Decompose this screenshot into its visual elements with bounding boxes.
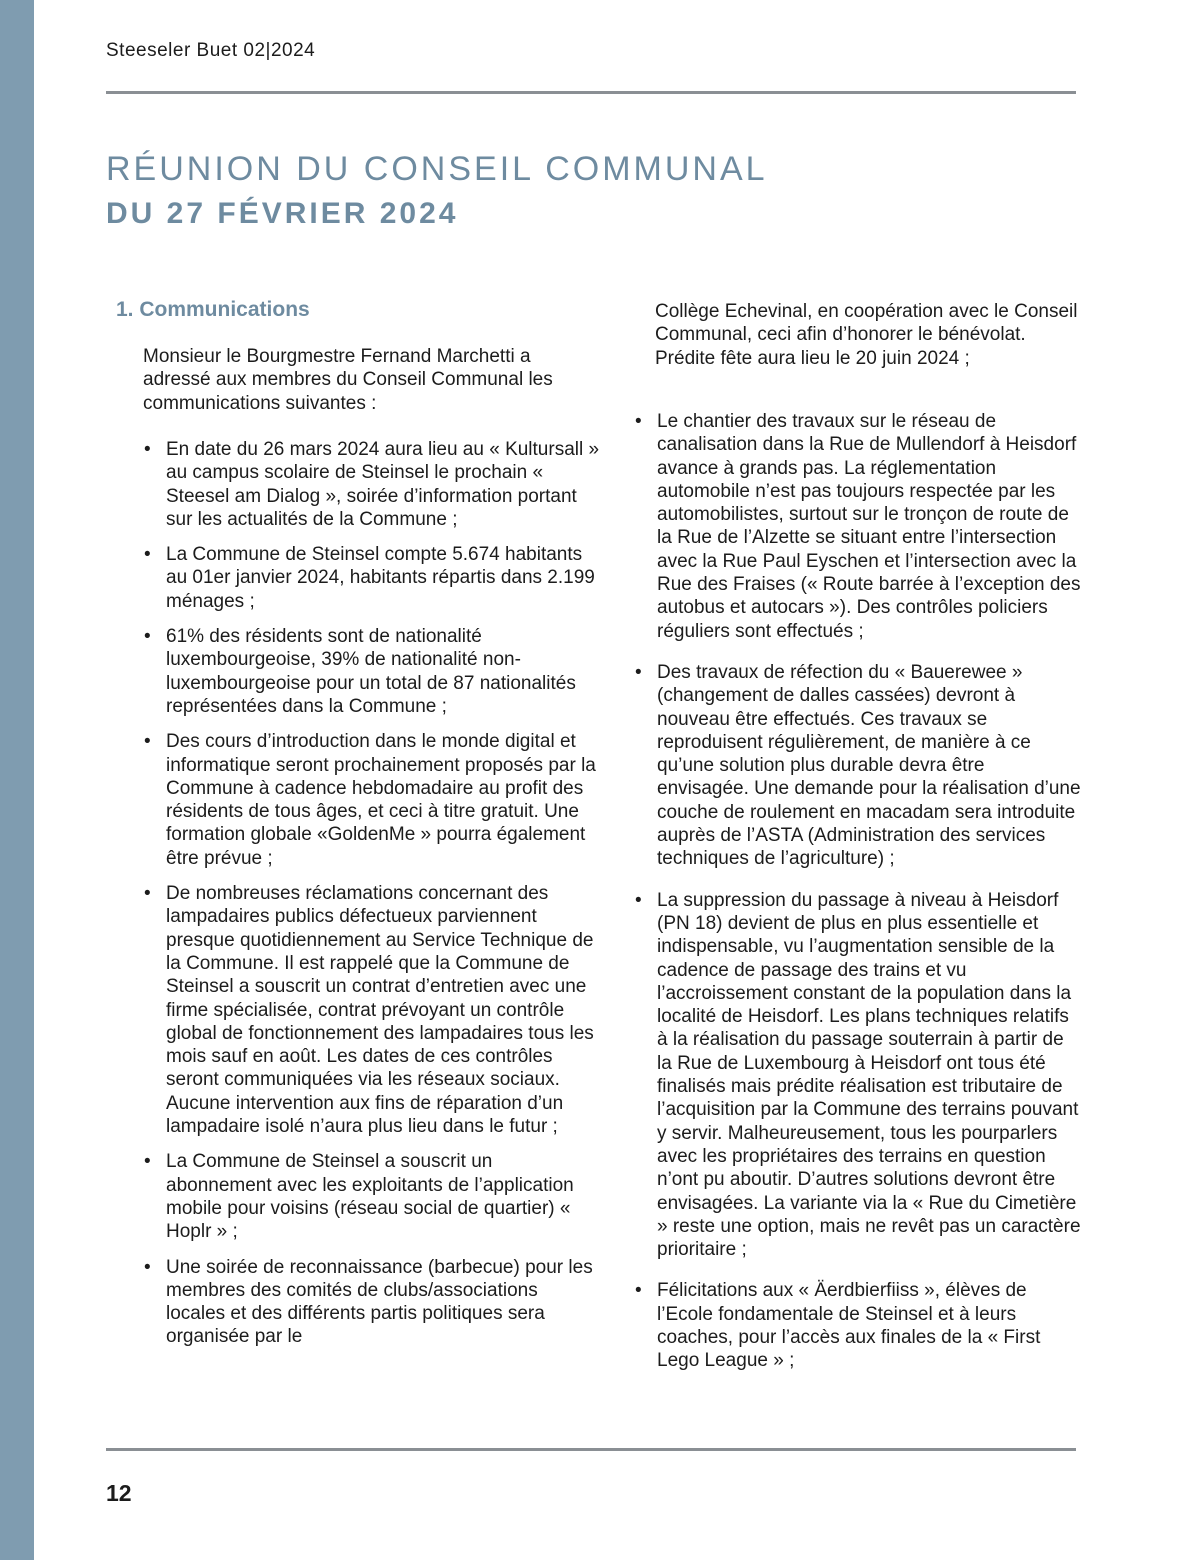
page-number: 12 <box>106 1480 132 1506</box>
list-item: • Le chantier des travaux sur le réseau de canalisation dans la Rue de Mullendorf à Heisdorf avance à grands pas. La réglementation automobile n’est pas toujours respectée par les automobilistes, surtout sur le tronçon de route de la Rue de l’Alzette se situant entre l’intersection avec la Rue Paul Eyschen et l’intersection avec la Rue des Fraises (« Route barrée à l’exception des autobus et autocars »). Des contrôles policiers réguliers sont effectués ; <box>633 410 1081 643</box>
bullet-list-right <box>633 410 1081 1391</box>
list-item: • De nombreuses réclamations concernant des lampadaires publics défectueux parviennent presque quotidiennement au Service Technique de la Commune. Il est rappelé que la Commune de Steinsel a souscrit un contrat d’entretien avec une firme spécialisée, contrat prévoyant un contrôle global de fonctionnement des lampadaires tous les mois sauf en août. Les dates de ces contrôles seront communiquées via les réseaux sociaux. Aucune intervention aux fins de réparation d’un lampadaire isolé n’aura plus lieu dans le futur ; <box>142 882 602 1138</box>
list-item: • Des travaux de réfection du « Bauerewee » (changement de dalles cassées) devront à nouveau être effectués. Ces travaux se reproduisent régulièrement, de manière à ce qu’une solution plus durable devra être envisagée. Une demande pour la réalisation d’une couche de roulement en macadam sera introduite auprès de l’ASTA (Administration des services techniques de l’agriculture) ; <box>633 661 1081 871</box>
list-item: • La Commune de Steinsel compte 5.674 habitants au 01er janvier 2024, habitants répartis dans 2.199 ménages ; <box>142 543 602 613</box>
list-item: • Félicitations aux « Äerdbierfiiss », élèves de l’Ecole fondamentale de Steinsel et à leurs coaches, pour l’accès aux finales de la « First Lego League » ; <box>633 1279 1081 1372</box>
list-item: • Des cours d’introduction dans le monde digital et informatique seront prochainement proposés par la Commune à cadence hebdomadaire au profit des résidents de tous âges, et ceci à titre gratuit. Une formation globale «GoldenMe » pourra également être prévue ; <box>142 730 602 870</box>
list-item-continuation: Collège Echevinal, en coopération avec le Conseil Communal, ceci afin d’honorer le bénévolat. Prédite fête aura lieu le 20 juin 2024 ; <box>655 301 1078 369</box>
list-item: • La suppression du passage à niveau à Heisdorf (PN 18) devient de plus en plus essentielle et indispensable, vu l’augmentation sensible de la cadence de passage des trains et vu l’accroissement constant de la population dans la localité de Heisdorf. Les plans techniques relatifs à la réalisation du passage souterrain à partir de la Rue de Luxembourg à Heisdorf ont tous été finalisés mais prédite réalisation est tributaire de l’acquisition par la Commune des terrains pouvant y servir. Malheureusement, tous les pourparlers avec les propriétaires des terrains en question n’ont pu aboutir. D’autres solutions devront être envisagées. La variante via la « Rue du Cimetière » reste une option, mais ne revêt pas un caractère prioritaire ; <box>633 889 1081 1262</box>
side-color-band <box>0 0 34 1560</box>
section-heading: 1. Communications <box>116 298 310 321</box>
list-item: • Une soirée de reconnaissance (barbecue) pour les membres des comités de clubs/associations locales et des différents partis politiques sera organisée par le <box>142 1256 602 1349</box>
list-item: • La Commune de Steinsel a souscrit un abonnement avec les exploitants de l’application mobile pour voisins (réseau social de quartier) « Hoplr » ; <box>142 1150 602 1243</box>
list-item: • 61% des résidents sont de nationalité luxembourgeoise, 39% de nationalité non-luxembourgeoise pour un total de 87 nationalités représentées dans la Commune ; <box>142 625 602 718</box>
footer-divider <box>106 1448 1076 1451</box>
bullet-list-left <box>142 438 602 1361</box>
running-header: Steeseler Buet 02|2024 <box>106 40 316 61</box>
section-intro: Monsieur le Bourgmestre Fernand Marchetti a adressé aux membres du Conseil Communal les communications suivantes : <box>143 346 553 414</box>
header-divider <box>106 91 1076 94</box>
page-title: RÉUNION DU CONSEIL COMMUNAL <box>106 150 768 188</box>
list-item: • En date du 26 mars 2024 aura lieu au « Kultursall » au campus scolaire de Steinsel le prochain « Steesel am Dialog », soirée d’information portant sur les actualités de la Commune ; <box>142 438 602 531</box>
page-subtitle-date: DU 27 FÉVRIER 2024 <box>106 197 459 230</box>
